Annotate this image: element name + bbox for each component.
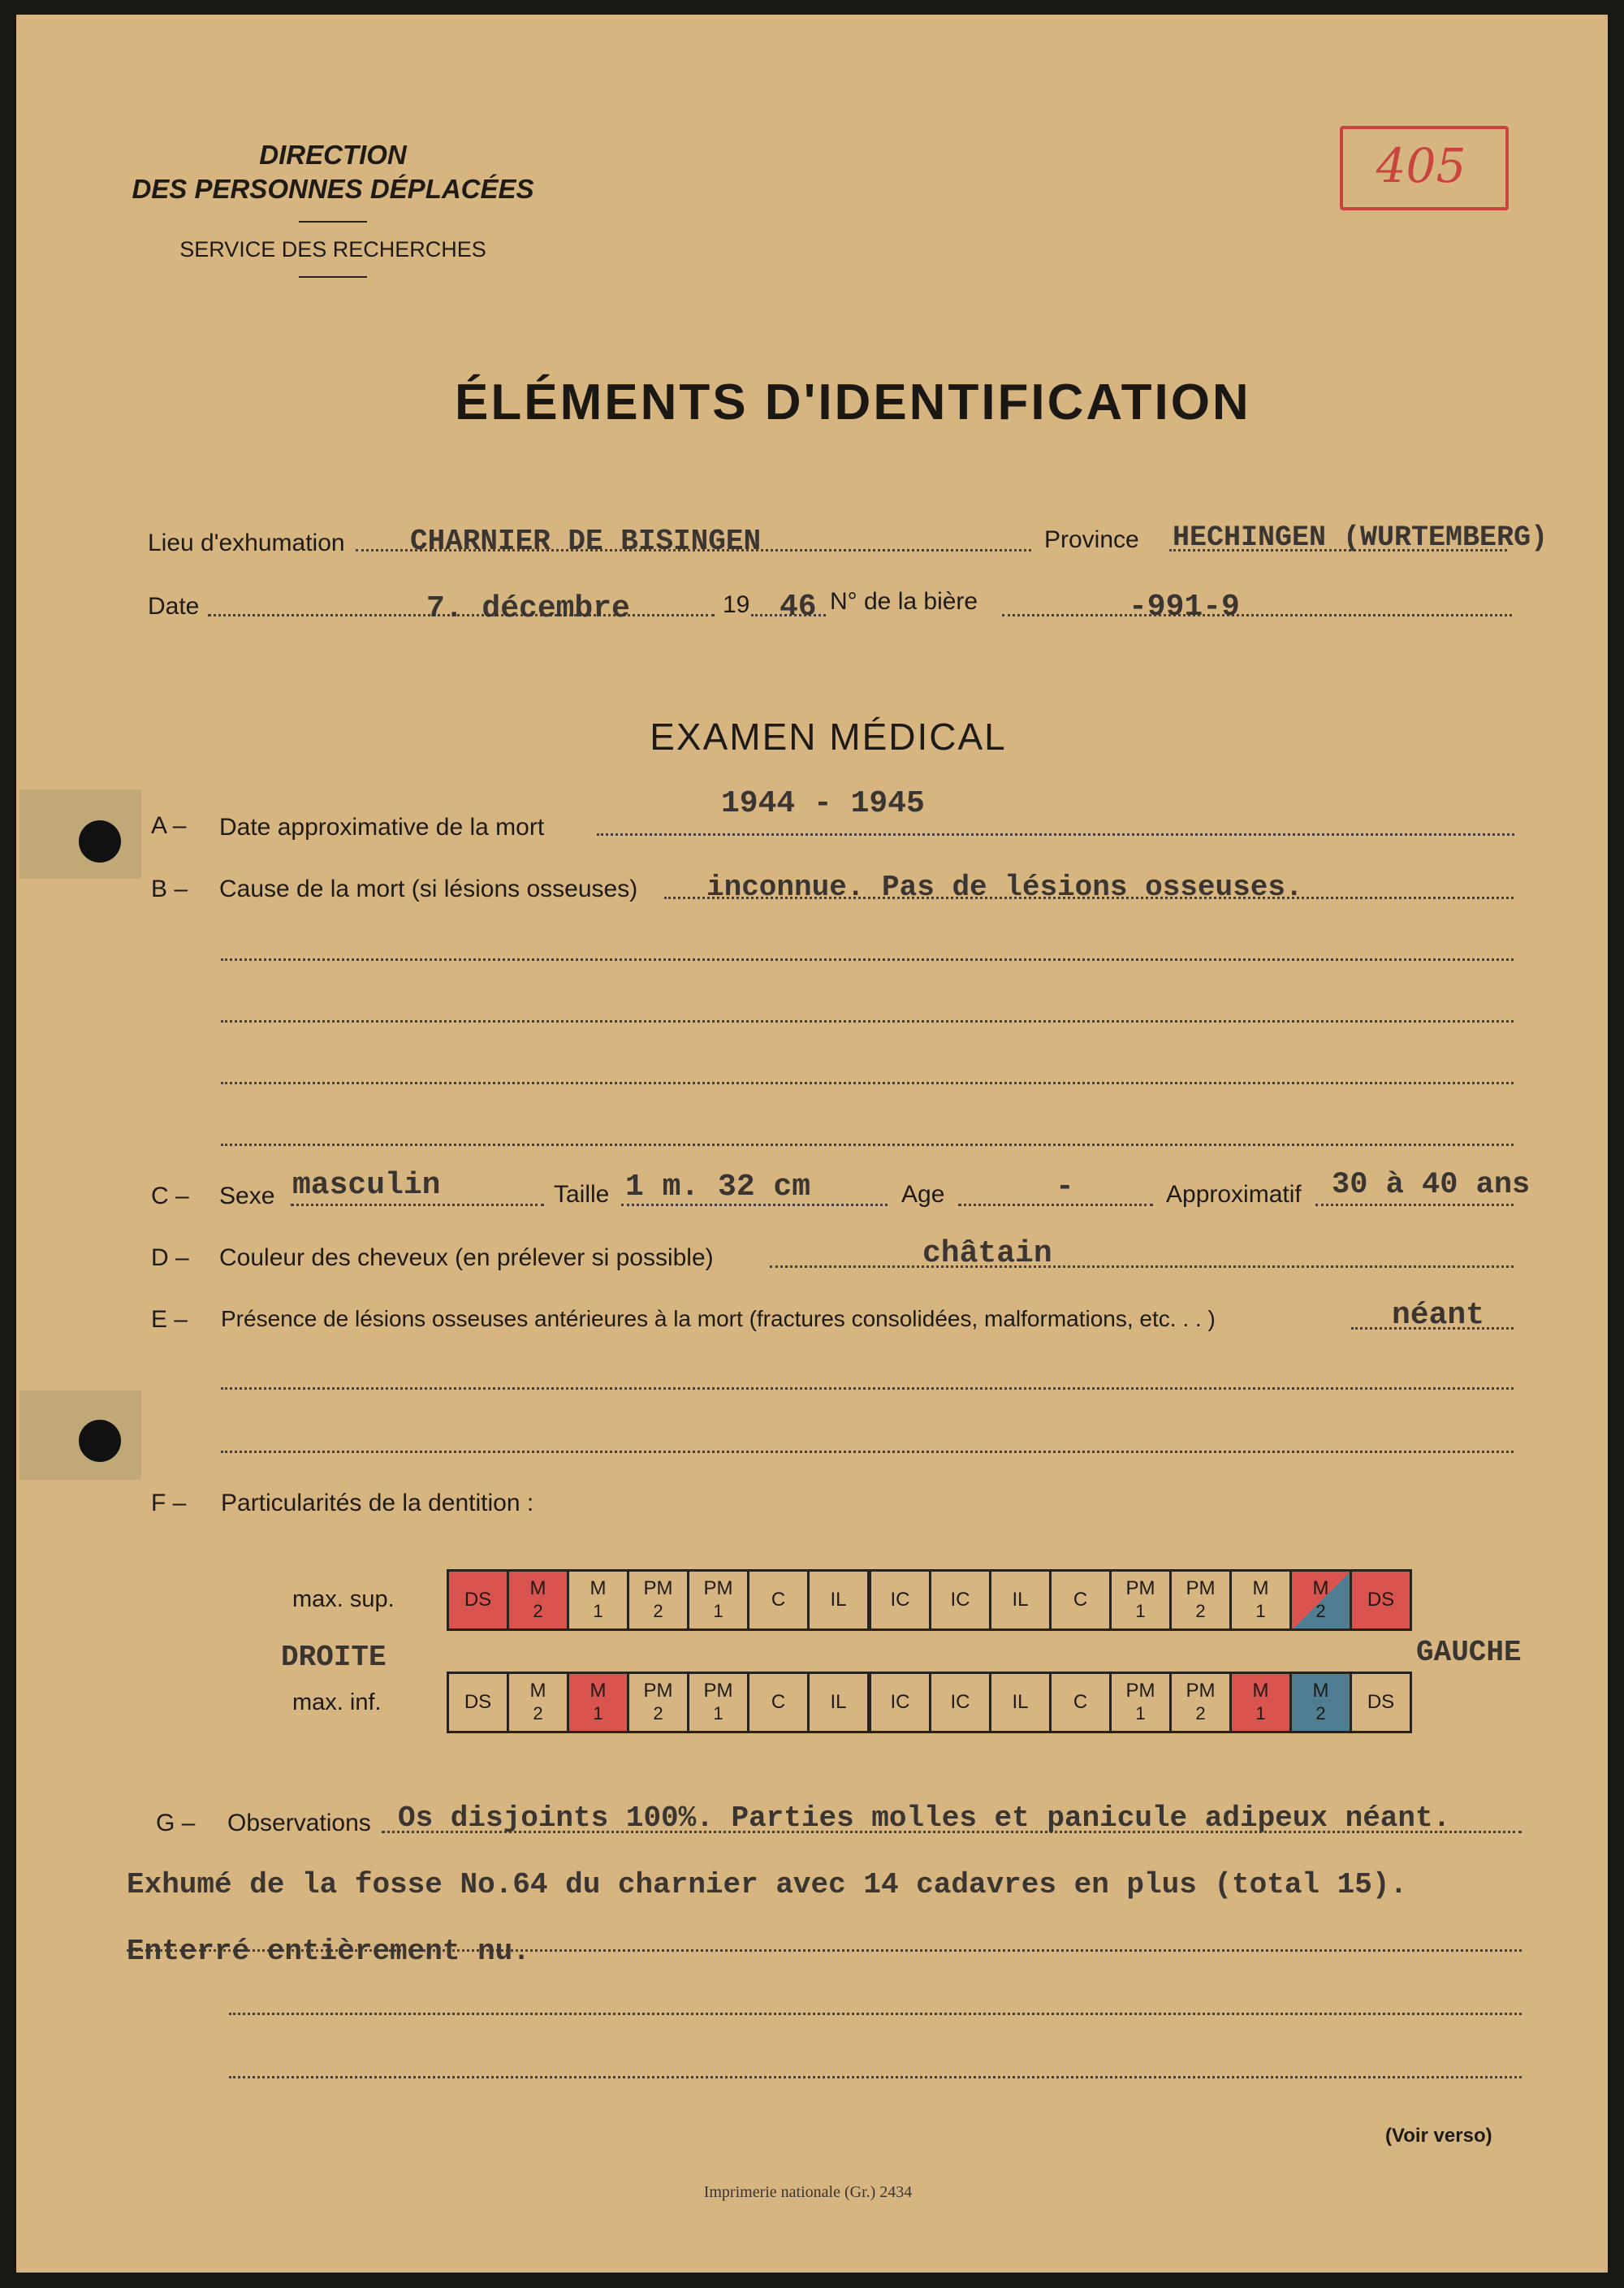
d-dotline — [770, 1265, 1514, 1268]
tooth-code: IC — [950, 1589, 970, 1611]
observations-dotline-4 — [229, 2013, 1522, 2015]
lower-tooth-5 — [689, 1673, 749, 1732]
droite-label: DROITE — [281, 1641, 387, 1674]
observations-line-3: Enterré entièrement nu. — [127, 1935, 530, 1968]
lower-tooth-10 — [991, 1673, 1051, 1732]
lower-tooth-6 — [749, 1673, 809, 1732]
date-value: 7. décembre — [426, 591, 630, 626]
upper-tooth-13 — [1171, 1571, 1231, 1630]
lower-tooth-13 — [1171, 1673, 1231, 1732]
tooth-number: 2 — [1315, 1601, 1326, 1621]
tooth-code: M — [1312, 1577, 1329, 1599]
tooth-code: C — [1073, 1691, 1088, 1713]
tooth-code: PM — [1186, 1680, 1216, 1702]
tooth-code: PM — [1125, 1577, 1155, 1599]
age-label: Age — [901, 1181, 945, 1208]
tooth-code: M — [590, 1577, 607, 1599]
a-label: Date approximative de la mort — [219, 814, 545, 841]
b-label: Cause de la mort (si lésions osseuses) — [219, 876, 638, 902]
taille-value: 1 m. 32 cm — [625, 1170, 811, 1205]
tooth-code: DS — [1367, 1589, 1395, 1611]
tooth-number: 1 — [593, 1601, 603, 1621]
upper-tooth-10 — [991, 1571, 1051, 1630]
f-letter: F – — [151, 1490, 187, 1516]
punch-hole-bottom — [79, 1420, 121, 1462]
tooth-number: 1 — [1135, 1703, 1146, 1724]
f-label: Particularités de la dentition : — [221, 1490, 534, 1516]
lower-tooth-14 — [1231, 1673, 1291, 1732]
header-personnes: DES PERSONNES DÉPLACÉES — [132, 174, 534, 204]
observations-line-1: Os disjoints 100%. Parties molles et panicule adipeux néant. — [398, 1801, 1451, 1835]
lieu-label: Lieu d'exhumation — [148, 530, 345, 556]
lieu-value: CHARNIER DE BISINGEN — [410, 525, 762, 558]
upper-tooth-4 — [628, 1571, 689, 1630]
e-label: Présence de lésions osseuses antérieures à la mort (fractures consolidées, malformations, etc. . . ) — [221, 1306, 1216, 1331]
lower-tooth-11 — [1051, 1673, 1111, 1732]
lower-tooth-8 — [870, 1673, 931, 1732]
tooth-number: 1 — [713, 1703, 723, 1724]
max-inf-label: max. inf. — [292, 1689, 382, 1715]
page-title: ÉLÉMENTS D'IDENTIFICATION — [455, 374, 1251, 430]
tooth-code: M — [529, 1680, 546, 1702]
tooth-code: M — [529, 1577, 546, 1599]
year-prefix: 19 — [723, 591, 750, 618]
b-value: inconnue. Pas de lésions osseuses. — [706, 871, 1303, 904]
upper-tooth-3 — [568, 1571, 628, 1630]
printer-imprint: Imprimerie nationale (Gr.) 2434 — [703, 2183, 913, 2201]
gauche-label: GAUCHE — [1416, 1636, 1522, 1669]
tooth-number: 1 — [1255, 1601, 1266, 1621]
d-label: Couleur des cheveux (en prélever si possible) — [219, 1244, 714, 1271]
tooth-code: DS — [464, 1589, 492, 1611]
approx-value: 30 à 40 ans — [1332, 1168, 1531, 1202]
tooth-code: M — [1312, 1680, 1329, 1702]
taille-label: Taille — [554, 1181, 610, 1208]
tooth-code: DS — [1367, 1691, 1395, 1713]
upper-tooth-1 — [448, 1571, 508, 1630]
tooth-code: C — [1073, 1589, 1088, 1611]
tooth-number: 2 — [1195, 1703, 1206, 1724]
tooth-number: 2 — [533, 1703, 543, 1724]
b-extra-line-4 — [221, 1144, 1514, 1146]
upper-tooth-6 — [749, 1571, 809, 1630]
d-letter: D – — [151, 1244, 189, 1271]
a-letter: A – — [151, 812, 187, 839]
d-value: châtain — [922, 1236, 1052, 1271]
b-extra-line-3 — [221, 1082, 1514, 1084]
punch-hole-top — [79, 820, 121, 863]
upper-tooth-5 — [689, 1571, 749, 1630]
lower-tooth-9 — [931, 1673, 991, 1732]
archive-number: 405 — [1376, 138, 1466, 193]
upper-tooth-8 — [870, 1571, 931, 1630]
b-extra-line-2 — [221, 1020, 1514, 1023]
tooth-code: PM — [703, 1577, 733, 1599]
year-value: 46 — [780, 590, 817, 625]
tooth-code: IC — [890, 1691, 910, 1713]
tooth-number: 1 — [1255, 1703, 1266, 1724]
observations-dotline-5 — [229, 2076, 1522, 2078]
age-value: - — [1056, 1170, 1074, 1205]
exam-title: EXAMEN MÉDICAL — [650, 716, 1007, 758]
province-value: HECHINGEN (WURTEMBERG) — [1173, 521, 1548, 554]
tooth-code: PM — [1125, 1680, 1155, 1702]
tooth-code: M — [590, 1680, 607, 1702]
e-value: néant — [1392, 1298, 1485, 1333]
tooth-code: IL — [830, 1691, 847, 1713]
upper-tooth-15 — [1291, 1571, 1351, 1630]
biere-value: -991-9 — [1129, 590, 1240, 625]
lower-tooth-7 — [809, 1673, 870, 1732]
tooth-number: 2 — [533, 1601, 543, 1621]
tooth-number: 2 — [653, 1601, 663, 1621]
tooth-code: PM — [643, 1680, 673, 1702]
sexe-dotline — [291, 1204, 544, 1206]
upper-tooth-12 — [1111, 1571, 1171, 1630]
max-sup-label: max. sup. — [292, 1586, 395, 1612]
tooth-number: 2 — [1195, 1601, 1206, 1621]
upper-tooth-7 — [809, 1571, 870, 1630]
upper-teeth-chart — [447, 1569, 1412, 1631]
tooth-code: PM — [703, 1680, 733, 1702]
biere-label: N° de la bière — [830, 588, 978, 615]
tooth-code: IL — [1012, 1691, 1029, 1713]
sexe-label: Sexe — [219, 1183, 275, 1209]
upper-tooth-11 — [1051, 1571, 1111, 1630]
observations-label: Observations — [227, 1810, 371, 1836]
tooth-code: IL — [830, 1589, 847, 1611]
tooth-code: M — [1252, 1680, 1269, 1702]
lower-tooth-1 — [448, 1673, 508, 1732]
tooth-number: 1 — [593, 1703, 603, 1724]
upper-tooth-9 — [931, 1571, 991, 1630]
b-extra-line-1 — [221, 958, 1514, 961]
tooth-code: IC — [950, 1691, 970, 1713]
date-label: Date — [148, 593, 200, 620]
header-rule-2 — [299, 276, 367, 278]
lower-tooth-4 — [628, 1673, 689, 1732]
tooth-code: IL — [1012, 1589, 1029, 1611]
lower-tooth-15 — [1291, 1673, 1351, 1732]
tooth-code: DS — [464, 1691, 492, 1713]
upper-tooth-14 — [1231, 1571, 1291, 1630]
header-rule-1 — [299, 221, 367, 223]
header-direction: DIRECTION — [259, 140, 407, 170]
tooth-code: C — [771, 1589, 786, 1611]
e-letter: E – — [151, 1306, 188, 1333]
tooth-number: 2 — [653, 1703, 663, 1724]
tooth-code: IC — [890, 1589, 910, 1611]
sexe-value: masculin — [292, 1168, 441, 1203]
e-extra-line-2 — [221, 1451, 1514, 1453]
c-letter: C – — [151, 1183, 189, 1209]
lower-tooth-2 — [508, 1673, 568, 1732]
tooth-code: PM — [643, 1577, 673, 1599]
tooth-code: M — [1252, 1577, 1269, 1599]
header-service: SERVICE DES RECHERCHES — [179, 237, 486, 262]
biere-dotline — [1002, 614, 1512, 616]
approx-label: Approximatif — [1166, 1181, 1302, 1208]
lower-tooth-12 — [1111, 1673, 1171, 1732]
tooth-number: 2 — [1315, 1703, 1326, 1724]
upper-tooth-16 — [1351, 1571, 1411, 1630]
tooth-number: 1 — [713, 1601, 723, 1621]
a-value: 1944 - 1945 — [721, 786, 925, 821]
observations-line-2: Exhumé de la fosse No.64 du charnier avec 14 cadavres en plus (total 15). — [127, 1868, 1408, 1901]
lower-tooth-16 — [1351, 1673, 1411, 1732]
upper-tooth-2 — [508, 1571, 568, 1630]
b-letter: B – — [151, 876, 188, 902]
a-dotline — [597, 833, 1514, 836]
voir-verso: (Voir verso) — [1385, 2125, 1492, 2147]
approx-dotline — [1315, 1204, 1514, 1206]
g-letter: G – — [156, 1810, 196, 1836]
lower-teeth-chart — [447, 1672, 1412, 1733]
province-label: Province — [1044, 526, 1139, 553]
tooth-code: C — [771, 1691, 786, 1713]
e-extra-line-1 — [221, 1387, 1514, 1390]
tooth-number: 1 — [1135, 1601, 1146, 1621]
tooth-code: PM — [1186, 1577, 1216, 1599]
lower-tooth-3 — [568, 1673, 628, 1732]
